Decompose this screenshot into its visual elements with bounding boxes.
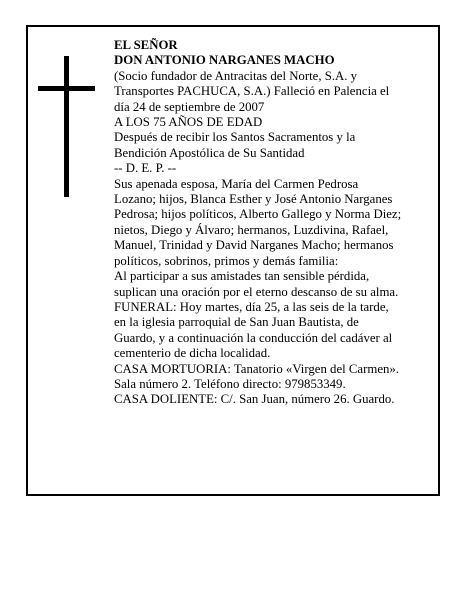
text-line: Sus apenada esposa, María del Carmen Pedrosa xyxy=(114,176,359,191)
text-line: CASA DOLIENTE: C/. San Juan, número 26. Guardo. xyxy=(114,392,395,407)
text-line: FUNERAL: Hoy martes, día 25, a las seis de la tarde, xyxy=(114,299,389,314)
cross-vertical-bar xyxy=(64,56,69,197)
text-line: nietos, Diego y Álvaro; hermanos, Luzdivina, Rafael, xyxy=(114,222,389,237)
text-line: Sala número 2. Teléfono directo: 979853349. xyxy=(114,376,346,391)
text-line: cementerio de dicha localidad. xyxy=(114,346,271,361)
text-line: Lozano; hijos, Blanca Esther y José Antonio Narganes xyxy=(114,192,393,207)
text-line: (Socio fundador de Antracitas del Norte, S.A. y xyxy=(114,68,358,83)
text-line: políticos, sobrinos, primos y demás familia: xyxy=(114,253,339,268)
cross-horizontal-bar xyxy=(38,86,95,91)
text-line: día 24 de septiembre de 2007 xyxy=(114,99,265,114)
title-line: EL SEÑOR xyxy=(114,38,178,52)
text-line: A LOS 75 AÑOS DE EDAD xyxy=(114,115,263,130)
text-line: Al participar a sus amistades tan sensible pérdida, xyxy=(114,269,370,284)
text-line: Pedrosa; hijos políticos, Alberto Gallego y Norma Diez; xyxy=(114,207,402,222)
text-line: -- D. E. P. -- xyxy=(114,161,177,176)
text-line: suplican una oración por el eterno descanso de su alma. xyxy=(114,284,399,299)
text-line: Transportes PACHUCA, S.A.) Falleció en Palencia el xyxy=(114,84,390,99)
deceased-name: DON ANTONIO NARGANES MACHO xyxy=(114,53,335,68)
text-line: Guardo, y a continuación la conducción del cadáver al xyxy=(114,330,393,345)
text-line: Después de recibir los Santos Sacramentos y la xyxy=(114,130,356,145)
text-line: CASA MORTUORIA: Tanatorio «Virgen del Carmen». xyxy=(114,361,399,376)
text-line: en la iglesia parroquial de San Juan Bautista, de xyxy=(114,315,359,330)
text-line: Bendición Apostólica de Su Santidad xyxy=(114,145,305,160)
text-line: Manuel, Trinidad y David Narganes Macho; hermanos xyxy=(114,238,394,253)
obituary-text xyxy=(114,38,432,408)
